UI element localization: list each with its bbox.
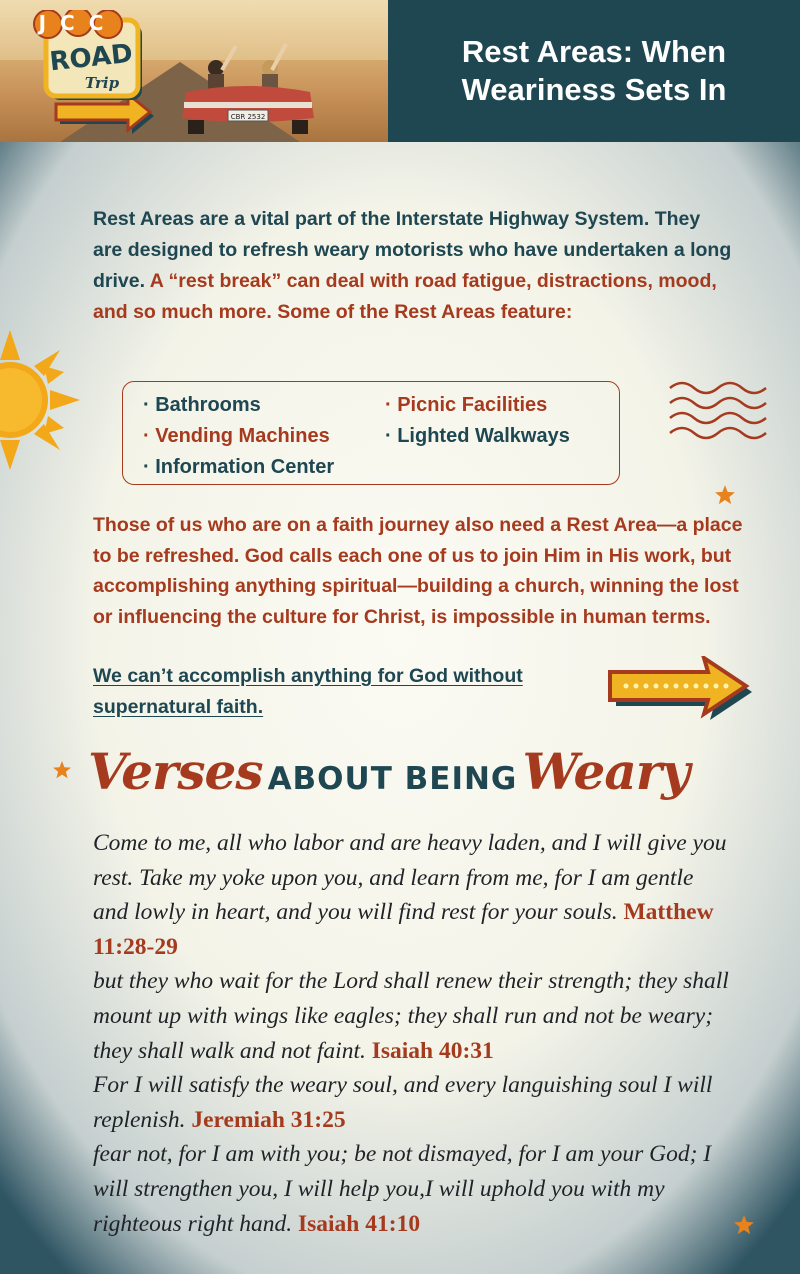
intro-navy-text: Rest Areas are a vital part of the Interstate Highway System. They are designed to refresh weary motorists who have undertaken a long drive. xyxy=(93,208,732,292)
verses-list xyxy=(93,826,733,1241)
heading-word-verses: Verses xyxy=(88,742,263,801)
faith-underlined-statement: We can’t accomplish anything for God without supernatural faith. xyxy=(93,665,523,718)
heading-word-weary: Weary xyxy=(522,742,690,801)
title-panel xyxy=(388,0,800,142)
header-photo xyxy=(0,0,388,142)
sun-icon xyxy=(0,330,80,470)
verse-text: Come to me, all who labor and are heavy laden, and I will give you rest. Take my yoke upon you, and learn from me, for I am gentle and lowly in heart, and you will find rest for your souls. xyxy=(93,830,727,926)
features-box xyxy=(122,381,620,485)
verse-reference: Isaiah 40:31 xyxy=(371,1037,494,1064)
feature-information-center: · Information Center xyxy=(143,456,335,478)
license-plate: CBR 2532 xyxy=(230,113,266,121)
svg-text:Trip: Trip xyxy=(84,74,120,92)
verses-heading xyxy=(88,742,728,814)
feature-lighted-walkways: · Lighted Walkways xyxy=(385,425,570,447)
verse-text: For I will satisfy the weary soul, and every languishing soul I will replenish. xyxy=(93,1072,713,1133)
feature-bathrooms: · Bathrooms xyxy=(143,394,261,416)
heading-about-being: ABOUT BEING xyxy=(267,761,518,797)
feature-picnic-facilities: · Picnic Facilities xyxy=(385,394,548,416)
verse-reference: Matthew 11:28-29 xyxy=(93,899,714,960)
intro-paragraph xyxy=(93,204,733,328)
convertible-car-icon xyxy=(178,40,318,136)
verse-text: but they who wait for the Lord shall renew their strength; they shall mount up with wings like eagles; they shall run and not be weary; they shall walk and not faint. xyxy=(93,968,729,1064)
jcc-road-trip-logo xyxy=(30,10,160,134)
arrow-sign-icon xyxy=(606,656,756,724)
star-icon xyxy=(52,760,72,780)
star-icon xyxy=(714,484,736,506)
page-title: Rest Areas: When Weariness Sets In xyxy=(461,34,727,107)
verse-text: fear not, for I am with you; be not dismayed, for I am your God; I will strengthen you, I will help you,I will uphold you with my righteous right hand. xyxy=(93,1141,712,1237)
feature-vending-machines: · Vending Machines xyxy=(143,425,330,447)
verse-reference: Jeremiah 31:25 xyxy=(191,1106,346,1133)
faith-paragraph: Those of us who are on a faith journey also need a Rest Area—a place to be refreshed. God calls each one of us to join Him in His work, but accomplishing anything spiritual—building a church, winning the lost or influencing the culture for Christ, is impossible in human terms. xyxy=(93,514,743,628)
wave-lines-icon xyxy=(668,378,768,448)
svg-text:ROAD: ROAD xyxy=(48,38,135,78)
star-icon xyxy=(733,1214,755,1236)
header xyxy=(0,0,800,142)
intro-red-text: A “rest break” can deal with road fatigue, distractions, mood, and so much more. Some of the Rest Areas feature: xyxy=(93,270,717,323)
svg-text:JCC: JCC xyxy=(38,11,118,35)
verse-reference: Isaiah 41:10 xyxy=(297,1210,421,1237)
